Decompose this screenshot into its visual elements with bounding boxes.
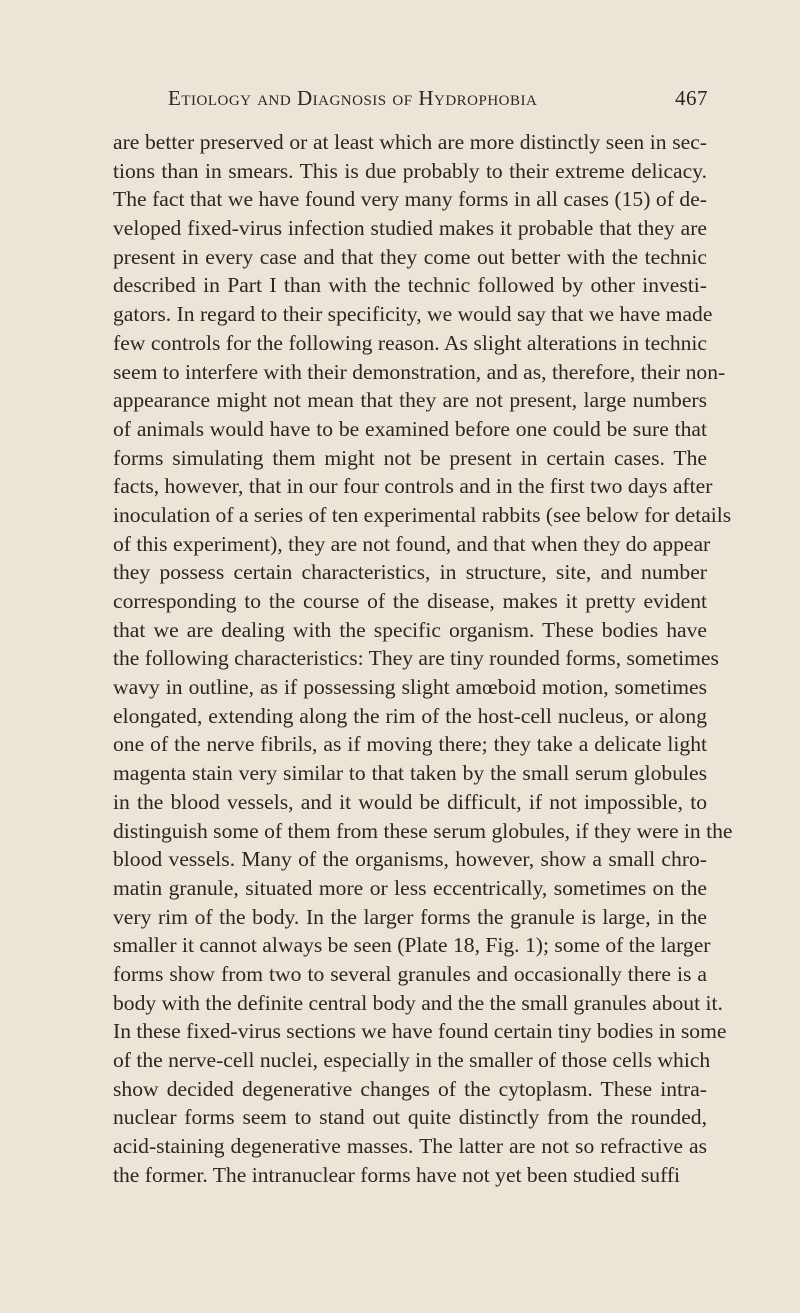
text-line: present in every case and that they come out better with the technic — [113, 244, 707, 269]
text-line: forms simulating them might not be present in certain cases. The — [113, 445, 707, 470]
text-line: nuclear forms seem to stand out quite distinctly from the rounded, — [113, 1105, 707, 1130]
text-line: the following characteristics: They are tiny rounded forms, sometimes — [113, 646, 719, 671]
body-text — [113, 128, 733, 1189]
text-line: blood vessels. Many of the organisms, however, show a small chro- — [113, 847, 707, 872]
text-line: very rim of the body. In the larger forms the granule is large, in the — [113, 904, 707, 929]
text-line: the former. The intranuclear forms have not yet been studied suffi — [113, 1162, 681, 1187]
text-line: of this experiment), they are not found, and that when they do appear — [113, 531, 711, 556]
text-line: The fact that we have found very many forms in all cases (15) of de- — [113, 187, 707, 212]
text-line: magenta stain very similar to that taken by the small serum globules — [113, 761, 707, 786]
text-line: wavy in outline, as if possessing slight amœboid motion, sometimes — [113, 675, 707, 700]
text-line: they possess certain characteristics, in structure, site, and number — [113, 560, 707, 585]
text-line: elongated, extending along the rim of the host-cell nucleus, or along — [113, 703, 707, 728]
text-line: of the nerve-cell nuclei, especially in the smaller of those cells which — [113, 1048, 711, 1072]
text-line: corresponding to the course of the disease, makes it pretty evident — [113, 589, 707, 613]
text-line: smaller it cannot always be seen (Plate 18, Fig. 1); some of the larger — [113, 933, 711, 958]
text-line: gators. In regard to their specificity, we would say that we have made — [113, 302, 713, 327]
text-line: forms show from two to several granules and occasionally there is a — [113, 961, 707, 986]
text-line: show decided degenerative changes of the cytoplasm. These intra- — [113, 1076, 707, 1101]
text-line: body with the definite central body and the the small granules about it. — [113, 990, 723, 1015]
text-line: acid-staining degenerative masses. The latter are not so refractive as — [113, 1134, 707, 1159]
text-line: one of the nerve fibrils, as if moving there; they take a delicate light — [113, 732, 707, 757]
text-line: in the blood vessels, and it would be difficult, if not impossible, to — [113, 789, 707, 814]
text-line: facts, however, that in our four controls and in the first two days after — [113, 474, 713, 499]
text-line: of animals would have to be examined before one could be sure that — [113, 416, 707, 441]
text-line: veloped fixed-virus infection studied makes it probable that they are — [113, 216, 707, 241]
text-line: distinguish some of them from these serum globules, if they were in the — [113, 818, 733, 843]
page-number: 467 — [675, 86, 708, 110]
text-line: matin granule, situated more or less eccentrically, sometimes on the — [113, 875, 707, 900]
text-line: inoculation of a series of ten experimental rabbits (see below for details — [113, 502, 732, 527]
text-line: In these fixed-virus sections we have found certain tiny bodies in some — [113, 1019, 727, 1044]
text-line: tions than in smears. This is due probably to their extreme delicacy. — [113, 158, 707, 183]
text-line: that we are dealing with the specific organism. These bodies have — [113, 617, 707, 642]
running-head-title: Etiology and Diagnosis of Hydrophobia — [168, 86, 538, 110]
text-line: are better preserved or at least which are more distinctly seen in sec- — [113, 130, 707, 154]
text-line: described in Part I than with the technic followed by other investi- — [113, 273, 707, 298]
text-line: appearance might not mean that they are not present, large numbers — [113, 388, 707, 413]
text-line: seem to interfere with their demonstration, and as, therefore, their non- — [113, 359, 726, 384]
text-line: few controls for the following reason. As slight alterations in technic — [113, 330, 707, 355]
